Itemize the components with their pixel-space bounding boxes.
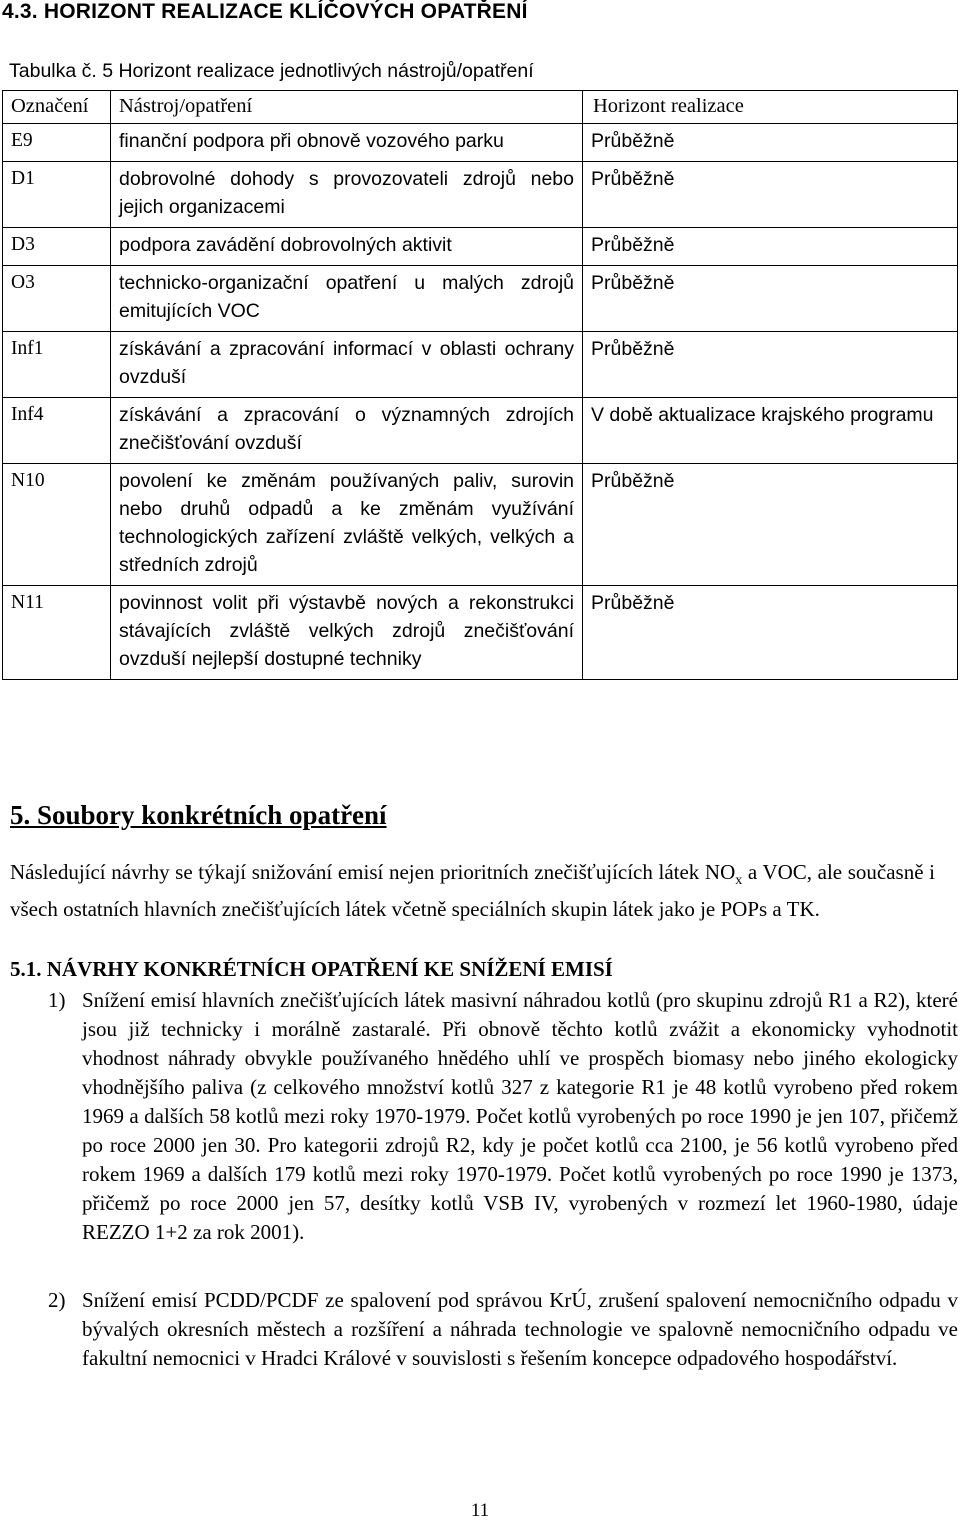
row-horizon: V době aktualizace krajského programu (583, 398, 958, 464)
list-item-text: Snížení emisí hlavních znečišťujících látek masivní náhradou kotlů (pro skupinu zdrojů R1 a R2), které jsou již technicky i morálně zastaralé. Při obnově těchto kotlů zvážit a ekonomicky vyhodnotit vhodnost náhrady obvykle používaného hnědého uhlí ve prospěch biomasy nebo jiného ekologicky vhodnějšího paliva (z celkového množství kotlů 327 z kategorie R1 je 48 kotlů vyrobeno před rokem 1969 a dalších 58 kotlů mezi roky 1970-1979. Počet kotlů vyrobených po roce 1990 je jen 107, přičemž po roce 2000 jen 30. Pro kategorii zdrojů R2, kdy je počet kotlů cca 2100, je 56 kotlů vyrobeno před rokem 1969 a dalších 179 kotlů mezi roky 1970-1979. Počet kotlů vyrobených po roce 1990 je 1373, přičemž po roce 2000 jen 57, desítky kotlů VSB IV, vyrobených v rozmezí let 1960-1980, údaje REZZO 1+2 za rok 2001). (82, 988, 958, 1244)
table-row (3, 398, 958, 464)
header-horizon: Horizont realizace (583, 91, 958, 124)
row-code: Inf1 (3, 332, 111, 398)
row-measure: povinnost volit při výstavbě nových a rekonstrukci stávajících zvláště velkých zdrojů znečišťování ovzduší nejlepší dostupné techniky (111, 586, 583, 680)
row-code: O3 (3, 266, 111, 332)
table-row (3, 464, 958, 586)
header-code: Označení (3, 91, 111, 124)
row-measure: získávání a zpracování o významných zdrojích znečišťování ovzduší (111, 398, 583, 464)
table-row (3, 124, 958, 162)
list-item (10, 1286, 958, 1406)
row-horizon: Průběžně (583, 228, 958, 266)
measures-table (2, 90, 958, 680)
section5-title: 5. Soubory konkrétních opatření (10, 800, 387, 830)
table-row (3, 162, 958, 228)
row-code: Inf4 (3, 398, 111, 464)
list-item-number: 1) (48, 988, 66, 1012)
row-horizon: Průběžně (583, 124, 958, 162)
table-header-row (3, 91, 958, 124)
header-measure: Nástroj/opatření (111, 91, 583, 124)
table-row (3, 332, 958, 398)
section51-title: 5.1. NÁVRHY KONKRÉTNÍCH OPATŘENÍ KE SNÍŽENÍ EMISÍ (10, 957, 613, 981)
row-horizon: Průběžně (583, 464, 958, 586)
page-number: 11 (470, 1500, 490, 1521)
row-code: D3 (3, 228, 111, 266)
row-horizon: Průběžně (583, 162, 958, 228)
row-code: N10 (3, 464, 111, 586)
intro-text-after: a VOC, ale současně i všech ostatních hlavních znečišťujících látek včetně speciálních skupin látek jako je POPs a TK. (10, 860, 935, 922)
table-row (3, 228, 958, 266)
row-code: E9 (3, 124, 111, 162)
section-heading: 4.3. HORIZONT REALIZACE KLÍČOVÝCH OPATŘENÍ (2, 0, 528, 23)
row-measure: získávání a zpracování informací v oblasti ochrany ovzduší (111, 332, 583, 398)
intro-text-before: Následující návrhy se týkají snižování emisí nejen prioritních znečišťujících látek NO (10, 860, 736, 884)
row-measure: technicko-organizační opatření u malých zdrojů emitujících VOC (111, 266, 583, 332)
row-horizon: Průběžně (583, 332, 958, 398)
list-item (10, 986, 958, 1276)
row-code: D1 (3, 162, 111, 228)
table-row (3, 586, 958, 680)
row-measure: podpora zavádění dobrovolných aktivit (111, 228, 583, 266)
row-horizon: Průběžně (583, 266, 958, 332)
section5-intro (10, 858, 935, 924)
table-caption: Tabulka č. 5 Horizont realizace jednotlivých nástrojů/opatření (9, 60, 534, 82)
row-measure: finanční podpora při obnově vozového parku (111, 124, 583, 162)
row-horizon: Průběžně (583, 586, 958, 680)
list-item-number: 2) (48, 1288, 66, 1312)
row-code: N11 (3, 586, 111, 680)
intro-subscript: x (735, 873, 743, 889)
row-measure: dobrovolné dohody s provozovateli zdrojů nebo jejich organizacemi (111, 162, 583, 228)
list-item-text: Snížení emisí PCDD/PCDF ze spalovení pod správou KrÚ, zrušení spalovení nemocničního odpadu v bývalých okresních městech a rozšíření a náhrada technologie ve spalovně nemocničního odpadu ve fakultní nemocnici v Hradci Králové v souvislosti s řešením koncepce odpadového hospodářství. (82, 1288, 958, 1370)
row-measure: povolení ke změnám používaných paliv, surovin nebo druhů odpadů a ke změnám využívání technologických zařízení zvláště velkých, velkých a středních zdrojů (111, 464, 583, 586)
table-row (3, 266, 958, 332)
